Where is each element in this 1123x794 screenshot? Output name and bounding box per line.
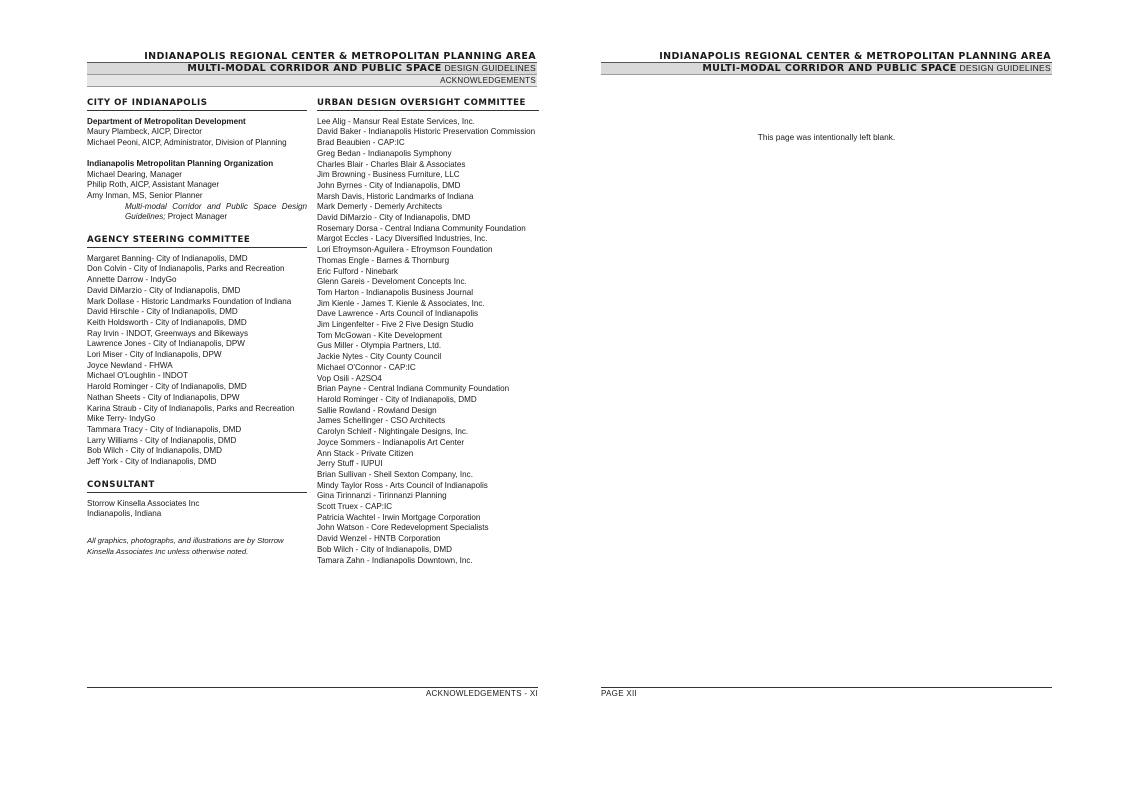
- member-line: Maury Plambeck, AICP, Director: [87, 127, 202, 137]
- header-subtitle-plain: DESIGN GUIDELINES: [444, 63, 536, 73]
- member-line: Annette Darrow - IndyGo: [87, 275, 177, 285]
- agency-member-list: [87, 254, 307, 468]
- member-line: Brian Sullivan - Sheil Sexton Company, Inc.: [317, 469, 473, 479]
- member-line: Karina Straub - City of Indianapolis, Parks and Recreation: [87, 403, 295, 413]
- credits-column-left: [87, 98, 307, 557]
- member-line: Ray Irvin - INDOT, Greenways and Bikeways: [87, 328, 249, 338]
- member-line: David Baker - Indianapolis Historic Preservation Commission: [317, 127, 536, 137]
- member-line: Tammara Tracy - City of Indianapolis, DMD: [87, 424, 242, 434]
- member-line: Michael O'Loughlin - INDOT: [87, 371, 188, 381]
- member-line: Tamara Zahn - Indianapolis Downtown, Inc.: [317, 555, 473, 565]
- header-title-line: [601, 51, 1052, 63]
- member-line: Lee Alig - Mansur Real Estate Services, Inc.: [317, 116, 475, 126]
- member-line: Thomas Engle - Barnes & Thornburg: [317, 255, 450, 265]
- member-line: Patricia Wachtel - Irwin Mortgage Corporation: [317, 512, 481, 522]
- member-line: Joyce Newland - FHWA: [87, 360, 173, 370]
- member-line: Jerry Stuff - IUPUI: [317, 459, 383, 469]
- member-line: Margaret Banning- City of Indianapolis, DMD: [87, 253, 248, 263]
- member-line: David Wenzel - HNTB Corporation: [317, 534, 441, 544]
- member-line: Mark Demerly - Demerly Architects: [317, 202, 443, 212]
- member-line: Dave Lawrence - Arts Council of Indianapolis: [317, 309, 479, 319]
- member-line: Bob Wilch - City of Indianapolis, DMD: [87, 446, 222, 456]
- member-line: John Byrnes - City of Indianapolis, DMD: [317, 180, 461, 190]
- header-subtitle-bold: MULTI-MODAL CORRIDOR AND PUBLIC SPACE: [187, 63, 442, 74]
- member-line: Rosemary Dorsa - Central Indiana Community Foundation: [317, 223, 526, 233]
- udoc-heading: URBAN DESIGN OVERSIGHT COMMITTEE: [317, 98, 539, 111]
- mpo-role-plain: Project Manager: [165, 212, 228, 222]
- member-line: Jeff York - City of Indianapolis, DMD: [87, 457, 217, 467]
- member-line: Jim Browning - Business Furniture, LLC: [317, 170, 460, 180]
- member-line: Mark Dollase - Historic Landmarks Foundation of Indiana: [87, 296, 292, 306]
- member-line: Margot Eccles - Lacy Diversified Industries, Inc.: [317, 234, 488, 244]
- member-line: David DiMarzio - City of Indianapolis, DMD: [87, 285, 241, 295]
- member-line: John Watson - Core Redevelopment Specialists: [317, 523, 489, 533]
- page-header: [601, 51, 1052, 75]
- member-line: Lori Miser - City of Indianapolis, DPW: [87, 350, 222, 360]
- header-title-line: [87, 51, 537, 63]
- header-section-line: [87, 75, 537, 87]
- member-line: Tom McGowan - Kite Development: [317, 330, 443, 340]
- header-subtitle-line: [601, 63, 1052, 75]
- member-line: Ann Stack - Private Citizen: [317, 448, 414, 458]
- member-line: Keith Holdsworth - City of Indianapolis, DMD: [87, 317, 247, 327]
- header-section-label: ACKNOWLEDGEMENTS: [440, 76, 536, 85]
- member-line: Marsh Davis, Historic Landmarks of Indiana: [317, 191, 474, 201]
- member-line: Jackie Nytes - City County Council: [317, 352, 442, 362]
- member-line: Jim Lingenfelter - Five 2 Five Design Studio: [317, 320, 474, 330]
- mpo-member-list: [87, 170, 307, 202]
- header-subtitle-bold: MULTI-MODAL CORRIDOR AND PUBLIC SPACE: [702, 63, 957, 74]
- member-line: Brad Beaubien - CAP:IC: [317, 138, 405, 148]
- member-line: Mike Terry- IndyGo: [87, 414, 156, 424]
- member-line: James Schellinger - CSO Architects: [317, 416, 446, 426]
- right-page: [561, 0, 1123, 794]
- member-line: Harold Rominger - City of Indianapolis, DMD: [317, 394, 477, 404]
- udoc-member-list: [317, 117, 539, 567]
- consultant-line: Storrow Kinsella Associates Inc: [87, 498, 200, 508]
- member-line: Sallie Rowland - Rowland Design: [317, 405, 437, 415]
- member-line: Tom Harton - Indianapolis Business Journal: [317, 287, 474, 297]
- member-line: Gus Miller - Olympia Partners, Ltd.: [317, 341, 442, 351]
- consultant-heading: CONSULTANT: [87, 480, 307, 493]
- left-page: [0, 0, 561, 794]
- member-line: Michael Dearing, Manager: [87, 169, 182, 179]
- member-line: Greg Bedan - Indianapolis Symphony: [317, 148, 452, 158]
- member-line: Larry Williams - City of Indianapolis, DMD: [87, 435, 237, 445]
- member-line: Gina Tirinnanzi - Tirinnanzi Planning: [317, 491, 447, 501]
- member-line: Bob Wilch - City of Indianapolis, DMD: [317, 544, 452, 554]
- city-heading: CITY OF INDIANAPOLIS: [87, 98, 307, 111]
- member-line: David Hirschle - City of Indianapolis, DMD: [87, 307, 238, 317]
- footer-page-label: ACKNOWLEDGEMENTS - XI: [425, 689, 538, 698]
- member-line: Carolyn Schleif - Nightingale Designs, Inc.: [317, 427, 469, 437]
- member-line: Nathan Sheets - City of Indianapolis, DPW: [87, 392, 240, 402]
- member-line: Jim Kienle - James T. Kienle & Associates, Inc.: [317, 298, 485, 308]
- header-subtitle-plain: DESIGN GUIDELINES: [959, 63, 1051, 73]
- agency-heading: AGENCY STEERING COMMITTEE: [87, 235, 307, 248]
- graphics-credit-note: All graphics, photographs, and illustrations are by Storrow Kinsella Associates Inc unless otherwise noted.: [87, 535, 284, 556]
- member-line: Joyce Sommers - Indianapolis Art Center: [317, 437, 465, 447]
- mpo-role: [87, 202, 307, 223]
- mpo-title: Indianapolis Metropolitan Planning Organization: [87, 158, 274, 168]
- blank-page-notice: This page was intentionally left blank.: [757, 132, 896, 142]
- page-header: [87, 51, 537, 87]
- member-line: Don Colvin - City of Indianapolis, Parks and Recreation: [87, 264, 285, 274]
- member-line: Vop Osili - A2SO4: [317, 373, 382, 383]
- member-line: Lawrence Jones - City of Indianapolis, DPW: [87, 339, 245, 349]
- dmd-member-list: [87, 127, 307, 148]
- header-brand-title: INDIANAPOLIS REGIONAL CENTER & METROPOLITAN PLANNING AREA: [144, 51, 536, 62]
- member-line: Glenn Gareis - Develoment Concepts Inc.: [317, 277, 467, 287]
- member-line: Harold Rominger - City of Indianapolis, DMD: [87, 382, 247, 392]
- credits-column-right: [317, 98, 539, 566]
- mpo-role-italic: Multi-modal Corridor and Public Space Design Guidelines;: [125, 201, 307, 222]
- consultant-lines: [87, 499, 307, 520]
- member-line: Charles Blair - Charles Blair & Associates: [317, 159, 466, 169]
- header-brand-title: INDIANAPOLIS REGIONAL CENTER & METROPOLITAN PLANNING AREA: [659, 51, 1051, 62]
- member-line: Mindy Taylor Ross - Arts Council of Indianapolis: [317, 480, 488, 490]
- member-line: Amy Inman, MS, Senior Planner: [87, 190, 203, 200]
- footer-rule: [87, 687, 538, 688]
- member-line: Brian Payne - Central Indiana Community Foundation: [317, 384, 510, 394]
- member-line: Philip Roth, AICP, Assistant Manager: [87, 180, 220, 190]
- member-line: David DiMarzio - City of Indianapolis, DMD: [317, 213, 471, 223]
- member-line: Scott Truex - CAP:IC: [317, 502, 393, 512]
- dmd-title: Department of Metropolitan Development: [87, 116, 246, 126]
- member-line: Michael O'Connor - CAP:IC: [317, 362, 416, 372]
- consultant-line: Indianapolis, Indiana: [87, 509, 162, 519]
- footer-page-label: PAGE XII: [601, 689, 638, 698]
- member-line: Michael Peoni, AICP, Administrator, Division of Planning: [87, 138, 287, 148]
- footer-rule: [601, 687, 1052, 688]
- member-line: Eric Fulford - Ninebark: [317, 266, 398, 276]
- member-line: Lori Efroymson-Aguilera - Efroymson Foundation: [317, 245, 493, 255]
- header-subtitle-line: [87, 63, 537, 75]
